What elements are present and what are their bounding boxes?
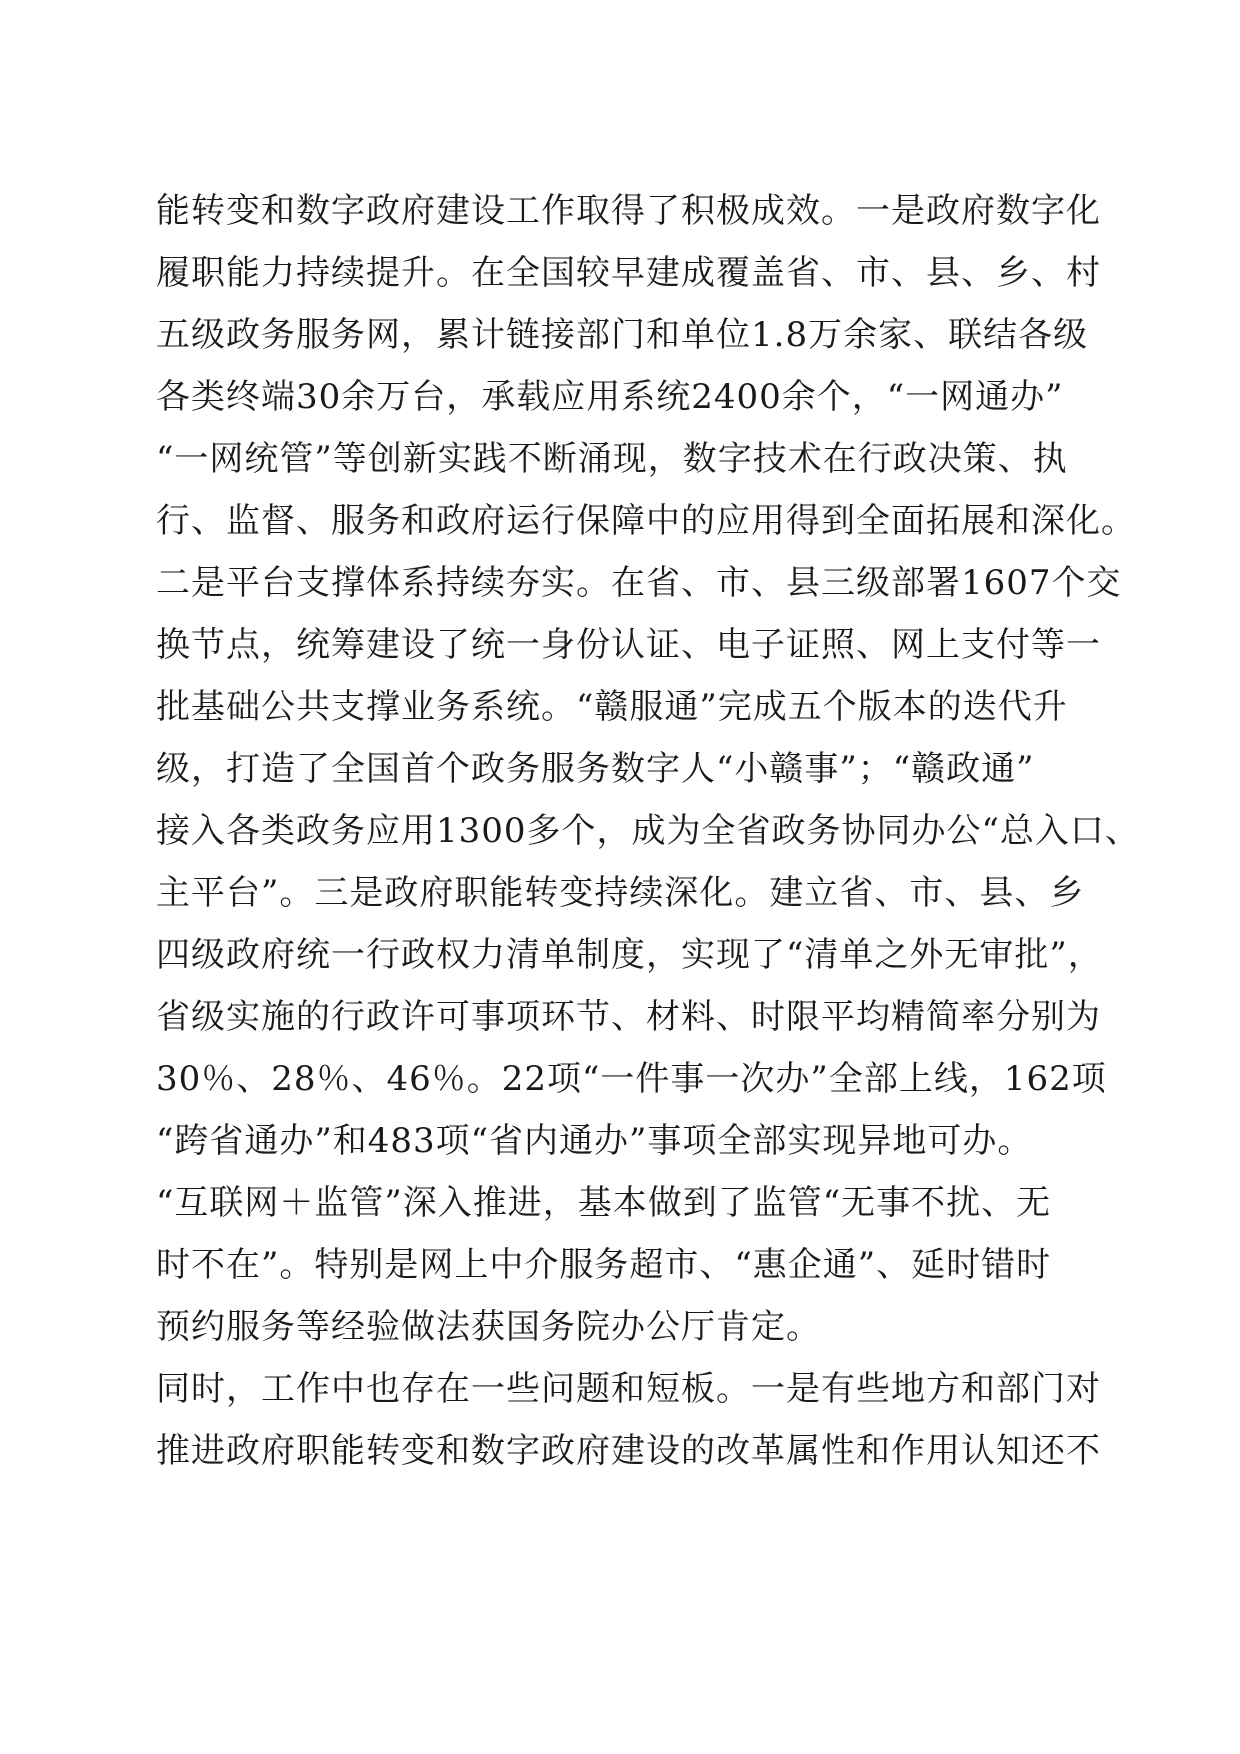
text-line: 30％、28％、46％。22项“一件事一次办”全部上线，162项 — [156, 1059, 1107, 1099]
text-line: 各类终端30余万台，承载应用系统2400余个，“一网通办” — [156, 377, 1064, 417]
text-line: “跨省通办”和483项“省内通办”事项全部实现异地可办。 — [156, 1121, 1033, 1161]
text-line: 批基础公共支撑业务系统。“赣服通”完成五个版本的迭代升 — [156, 687, 1068, 727]
body-text — [156, 180, 1140, 1482]
text-line: 省级实施的行政许可事项环节、材料、时限平均精简率分别为 — [156, 997, 1101, 1037]
text-line: 履职能力持续提升。在全国较早建成覆盖省、市、县、乡、村 — [156, 253, 1101, 293]
text-line: 级，打造了全国首个政务服务数字人“小赣事”；“赣政通” — [156, 749, 1035, 789]
text-line: “一网统管”等创新实践不断涌现，数字技术在行政决策、执 — [156, 439, 1068, 479]
text-line: 行、监督、服务和政府运行保障中的应用得到全面拓展和深化。 — [156, 501, 1136, 541]
text-line: 时不在”。特别是网上中介服务超市、“惠企通”、延时错时 — [156, 1245, 1052, 1285]
text-line: 同时，工作中也存在一些问题和短板。一是有些地方和部门对 — [156, 1369, 1101, 1409]
text-line: 换节点，统筹建设了统一身份认证、电子证照、网上支付等一 — [156, 625, 1101, 665]
text-line: 五级政务服务网，累计链接部门和单位1.8万余家、联结各级 — [156, 315, 1089, 355]
text-line: 四级政府统一行政权力清单制度，实现了“清单之外无审批”， — [156, 935, 1103, 975]
text-line: “互联网＋监管”深入推进，基本做到了监管“无事不扰、无 — [156, 1183, 1052, 1223]
text-line: 主平台”。三是政府职能转变持续深化。建立省、市、县、乡 — [156, 873, 1085, 913]
text-line: 推进政府职能转变和数字政府建设的改革属性和作用认知还不 — [156, 1431, 1101, 1471]
text-line: 能转变和数字政府建设工作取得了积极成效。一是政府数字化 — [156, 191, 1101, 231]
text-line: 二是平台支撑体系持续夯实。在省、市、县三级部署1607个交 — [156, 563, 1122, 603]
text-line: 预约服务等经验做法获国务院办公厅肯定。 — [156, 1307, 821, 1347]
text-line: 接入各类政务应用1300多个，成为全省政务协同办公“总入口、 — [156, 811, 1140, 851]
